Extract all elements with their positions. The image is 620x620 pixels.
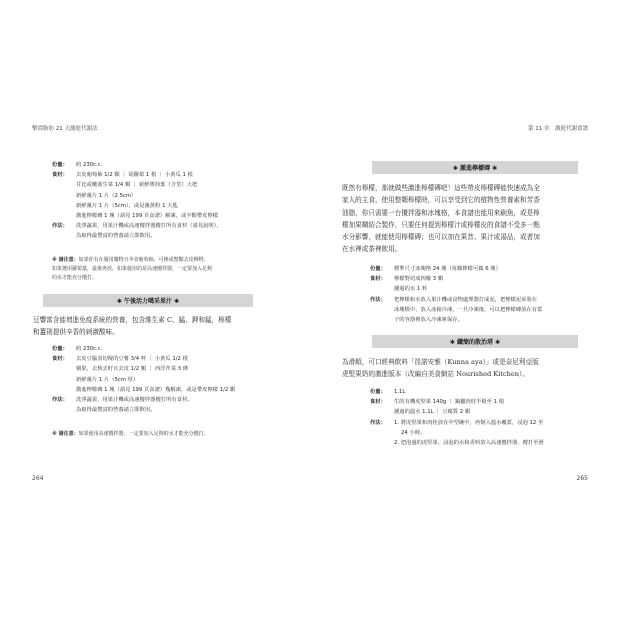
ingredient-line: 激進檸檬磚 1 塊（請見 199 頁食譜）解凍，或半顆帶皮檸檬: [76, 213, 219, 220]
ingredient-line: 新鮮薑片 1 片（2.5cm）: [76, 192, 137, 199]
note-line: 的水才能充分攪打。: [52, 275, 98, 281]
ingredient-line: 甘比或嫩菠生菜 1/4 顆 ｜ 新鮮薄荷葉（含莖）大把: [76, 182, 198, 189]
intro-line: 虎堅果奶的激進版本（改編自美食網站 Nourished Kitchen）。: [342, 370, 529, 379]
ingredients-label: 食材：: [52, 172, 68, 179]
ingredients-label: 食材：: [370, 399, 386, 406]
method-line: 冰塊模中，放入冰箱冷凍，一旦冷凍後，可以把檸檬磚放在有蓋: [394, 306, 543, 313]
section-title-lemon-cubes: ✱ 激進檸檬磚 ✱: [372, 161, 578, 174]
intro-paragraph: [342, 182, 592, 256]
running-header-right: 第 11 章 激進代謝食譜: [528, 126, 588, 132]
ingredient-line: 新鮮薑片 1 片（5cm），或是薑黃粉 1 大匙: [76, 202, 178, 209]
ingredient-line: 濾過的溫水 1.1L ｜ 豆腐質 2 顆: [394, 409, 471, 416]
ingredients-row: [52, 354, 282, 364]
ingredient-line: 蘋果，去核去籽且去皮 1/2 顆 ｜ 西洋芹菜 3 條: [76, 366, 189, 373]
serving-row: [370, 387, 585, 397]
ingredient-line: 去皮葡萄柚 1/2 顆 ｜ 胡蘿蔔 1 根 ｜ 小黃瓜 1 根: [76, 172, 193, 179]
note-label: ※ 請注意：: [52, 257, 79, 263]
ingredient-line: 激進檸檬磚 1 塊（請見 199 頁食譜）幾解凍，或是帶皮檸檬 1/2 顆: [76, 386, 236, 393]
serving-row: [52, 344, 282, 354]
method-label: 作法：: [370, 296, 386, 303]
serving-value: 1.1L: [394, 389, 406, 395]
method-row: [52, 395, 282, 405]
serving-row: [370, 264, 585, 274]
intro-line: 為滑順，可口經典飲料「昆諾安雅（Kunna aya）」或是奈尼利亞版: [342, 358, 539, 366]
method-line: 2. 把泡過的虎堅果、浸泡的水和香料放入高速攪拌器，攪打至滑: [394, 440, 544, 447]
page-number-right: 265: [576, 475, 588, 482]
note-1: [52, 256, 288, 283]
recipe-2: [52, 344, 282, 415]
ingredient-line: 濾過的水 1 杯: [394, 286, 428, 293]
running-header-left: 擊潰脂肪 21 天激進代謝法: [32, 126, 98, 132]
recipe-lemon-cubes: [370, 264, 585, 325]
note-line: 如果選用蘿蔔葉，最後再放，如果使用的是高速攪拌器，一定要加入足夠: [52, 266, 213, 272]
serving-value: 約 230c.c.: [76, 162, 103, 168]
serving-value: 約 230c.c.: [76, 346, 103, 352]
method-line: 洗淨蔬果，用果汁機或高速攪拌器攪打所有食材。: [76, 397, 193, 404]
ingredient-line: 生的有機虎堅果 140g ｜ 鍋屬肉桂半根至 1 根: [394, 399, 505, 406]
serving-label: 份量：: [52, 162, 68, 168]
serving-label: 份量：: [370, 266, 386, 272]
note-2: [52, 430, 288, 439]
section-title-tiger-nut-horchata: ✱ 纖簡的散治塔 ✱: [372, 335, 578, 348]
method-line: 24 小時。: [401, 429, 426, 436]
recipe-1: [52, 160, 282, 242]
ingredients-row: [52, 170, 282, 180]
note-line: 如果你有在服用藥物且孕食葡萄柚，可換成整顆去皮柳橙。: [78, 257, 209, 263]
recipe-tiger-nut: [370, 387, 585, 448]
ingredients-label: 食材：: [370, 276, 386, 283]
method-row: [370, 418, 585, 428]
ingredient-line: 檸檬對切成四瓣 3 顆: [394, 276, 444, 283]
method-line: 為取得最豐富的營養請立即飲用。: [76, 407, 156, 414]
intro-line: 和薑則提供辛香的刺激酸味。: [33, 328, 119, 337]
page-number-left: 264: [32, 475, 44, 482]
method-label: 作法：: [52, 223, 68, 230]
ingredient-line: 新鮮薑片 1 片（5cm 厚）: [76, 376, 139, 383]
method-line: 把檸檬和水放入果汁機或食物處理器打成泥，把檸檬泥承裝在: [394, 296, 538, 303]
serving-value: 標準尺寸冰塊格 24 塊（每顆檸檬可做 6 塊）: [394, 266, 501, 272]
note-label: ※ 請注意：: [52, 431, 79, 437]
note-text: 如果使用高速攪拌器，一定要加入足夠的水才能充分攪打。: [78, 431, 209, 437]
intro-paragraph: [342, 356, 592, 381]
ingredient-line: 去皮豆腦表切塊的豆薯 3/4 杯 ｜ 小黃瓜 1/2 根: [76, 356, 188, 363]
ingredients-row: [370, 397, 585, 407]
intro-line: 檬加果糊結合製作，只要任何提到檸檬汁或檸檬皮的食譜不受多一點: [342, 220, 540, 229]
serving-row: [52, 160, 282, 170]
ingredients-label: 食材：: [52, 356, 68, 363]
method-line: 1. 將虎堅果和肉桂放在中型碗中，再倒入溫水覆蓋，浸泡 12 至: [394, 419, 544, 426]
intro-line: 在水裡或茶裡飲用。: [342, 245, 402, 254]
intro-line: 油脂，你只需要一台攪拌器和冰塊格，本食譜也能用來刷魚，或是檸: [342, 208, 540, 217]
method-label: 作法：: [370, 419, 386, 426]
ingredients-row: [370, 274, 585, 284]
section-title-afternoon-juice: ✱ 午後活力噶采果汁 ✱: [43, 294, 253, 307]
intro-paragraph: [33, 314, 295, 339]
intro-line: 家人的主食，使用整顆檸檬時，可以享受到它的植物性營養素和芳香: [342, 196, 540, 205]
method-row: [370, 295, 585, 305]
serving-label: 份量：: [52, 346, 68, 352]
serving-label: 份量：: [370, 389, 386, 395]
method-row: [52, 221, 282, 231]
intro-line: 豆響富含能增進免疫系統的營養，包含維生素 C、錳、鉀和錳，檸檬: [33, 316, 232, 324]
method-line: 子的容器裡放入冷凍庫保存。: [394, 317, 463, 324]
intro-line: 水分影響，就能使用檸檬磚；也可以加在果昔、果汁或湯品，或者加: [342, 233, 540, 242]
method-label: 作法：: [52, 397, 68, 404]
intro-line: 既然有檸檬，那就做些激進檸檬磚吧！這些帶皮檸檬磚能快速成為全: [342, 184, 540, 192]
method-line: 為取得最豐富的營養請立即飲用。: [76, 233, 156, 240]
method-line: 洗淨蔬果，用果汁機或高速攪拌器攪打所有食材（請見說明），: [76, 223, 222, 230]
